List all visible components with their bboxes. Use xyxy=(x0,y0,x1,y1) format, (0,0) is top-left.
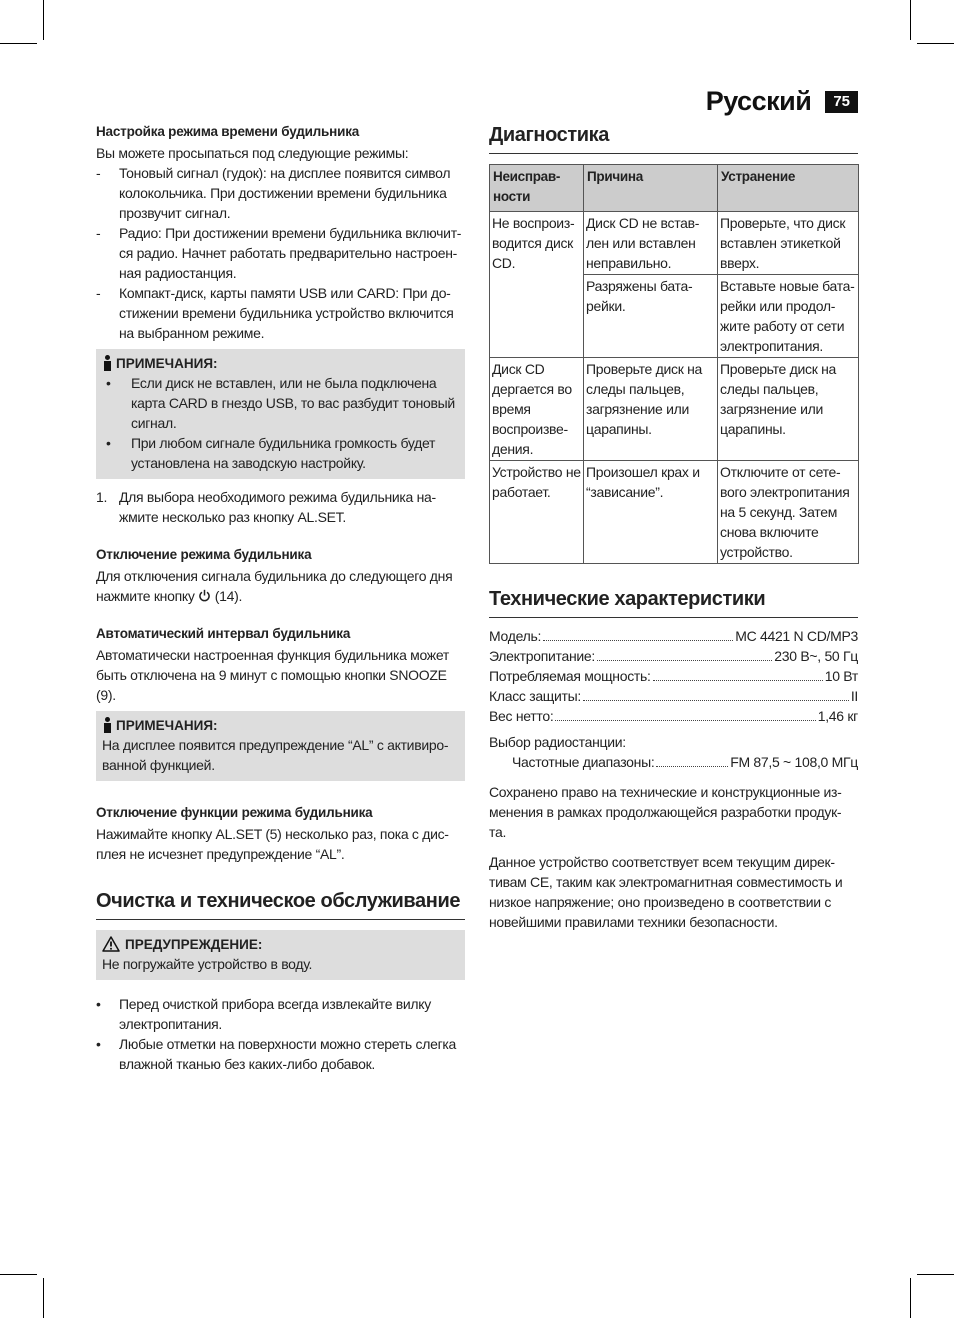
info-icon xyxy=(102,717,113,733)
warning-title: ПРЕДУПРЕЖДЕНИЕ: xyxy=(125,936,263,952)
left-column xyxy=(96,124,465,1074)
list-item: • Перед очисткой прибора всегда извлекайте вилку электропитания. xyxy=(96,996,431,1032)
table-cell: Отключите от сете-вого электропитания на 5 секунд. Затем снова включите устройство. xyxy=(718,461,859,564)
spec-row: Класс защиты: II xyxy=(489,688,858,704)
table-cell: Проверьте диск на следы пальцев, загрязнение или царапины. xyxy=(718,358,859,461)
power-icon xyxy=(198,589,211,602)
note-title: ПРИМЕЧАНИЯ: xyxy=(116,717,218,733)
list-item: - Радио: При достижении времени будильника включит-ся радио. Начнет работать предварительно настроен-ная радиостанция. xyxy=(96,225,462,281)
table-header-row xyxy=(490,165,859,212)
spec-row: Вес нетто: 1,46 кг xyxy=(489,708,858,724)
spec-row: Потребляемая мощность: 10 Вт xyxy=(489,668,858,684)
list-item: - Компакт-диск, карты памяти USB или CARD: При до-стижении времени будильника устройство включится на выбранном режиме. xyxy=(96,285,454,341)
table-cell: Проверьте, что диск вставлен этикеткой вверх. xyxy=(718,212,859,275)
list-item: • Если диск не вставлен, или не была подключена карта CARD в гнездо USB, то вас разбудит тоновый сигнал. xyxy=(106,375,455,431)
crop-mark xyxy=(910,1278,911,1318)
info-icon xyxy=(102,355,113,371)
crop-mark xyxy=(43,1278,44,1318)
spec-row: Электропитание: 230 В~, 50 Гц xyxy=(489,648,858,664)
note-box xyxy=(96,711,465,781)
paragraph: Нажимайте кнопку AL.SET (5) несколько раз, пока с дис-плея не исчезнет предупреждение “AL”. xyxy=(96,826,449,862)
spec-row: Частотные диапазоны: FM 87,5 ~ 108,0 МГц xyxy=(512,754,858,770)
section-heading: Очистка и техническое обслуживание xyxy=(96,890,465,920)
section-title: Отключение функции режима будильника xyxy=(96,805,373,820)
table-cell: Не воспроиз-водится диск CD. xyxy=(490,212,584,358)
note-title: ПРИМЕЧАНИЯ: xyxy=(116,355,218,371)
right-column xyxy=(489,124,858,932)
diagnostics-table xyxy=(489,164,859,564)
list-item: - Тоновый сигнал (гудок): на дисплее появится символ колокольчика. При достижении времени будильника прозвучит сигнал. xyxy=(96,165,451,221)
paragraph: Данное устройство соответствует всем текущим дирек-тивам CE, таким как электромагнитная совместимость и низкое напряжение; оно произведено в соответствии с новейшими правилами техники безопасности. xyxy=(489,854,843,930)
warning-icon xyxy=(102,936,120,952)
cleaning-list xyxy=(96,994,465,1074)
spec-row: Модель: MC 4421 N CD/MP3 xyxy=(489,628,858,644)
crop-mark xyxy=(917,1274,954,1275)
column-header: Неисправ-ности xyxy=(490,165,584,212)
language-title: Русский xyxy=(705,86,812,116)
step-item: 1. Для выбора необходимого режима будильника на-жмите несколько раз кнопку AL.SET. xyxy=(96,489,436,525)
table-cell: Диск CD дергается во время воспроизве-дения. xyxy=(490,358,584,461)
column-header: Причина xyxy=(584,165,718,212)
section-title: Отключение режима будильника xyxy=(96,547,312,562)
paragraph: Автоматически настроенная функция будильника может быть отключена на 9 минут с помощью кнопки SNOOZE (9). xyxy=(96,647,450,703)
page-header xyxy=(706,86,858,117)
warning-text: Не погружайте устройство в воду. xyxy=(102,956,313,972)
table-row xyxy=(490,358,859,461)
table-row xyxy=(490,461,859,564)
crop-mark xyxy=(917,43,954,44)
table-cell: Произошел крах и “зависание”. xyxy=(584,461,718,564)
page-number: 75 xyxy=(825,91,858,113)
section-title: Настройка режима времени будильника xyxy=(96,124,360,139)
note-box xyxy=(96,349,465,479)
list-item: • Любые отметки на поверхности можно стереть слегка влажной тканью без каких-либо добавок. xyxy=(96,1036,456,1072)
table-cell: Проверьте диск на следы пальцев, загрязнение или царапины. xyxy=(584,358,718,461)
paragraph: Для отключения сигнала будильника до следующего дня нажмите кнопку (14). xyxy=(96,568,453,604)
spec-label: Выбор радиостанции: xyxy=(489,734,626,750)
note-text: На дисплее появится предупреждение “AL” с активиро-ванной функцией. xyxy=(102,737,449,773)
crop-mark xyxy=(0,1274,37,1275)
table-cell: Диск CD не встав-лен или вставлен неправильно. xyxy=(584,212,718,275)
specs-list xyxy=(489,626,858,772)
paragraph: Сохранено право на технические и конструкционные из-менения в рамках продолжающейся разработки продук-та. xyxy=(489,784,842,840)
list-item: • При любом сигнале будильника громкость будет установлена на заводскую настройку. xyxy=(106,435,436,471)
section-title: Автоматический интервал будильника xyxy=(96,626,351,641)
mode-list xyxy=(96,163,465,343)
table-row xyxy=(490,212,859,275)
table-cell: Устройство не работает. xyxy=(490,461,584,564)
table-cell: Разряжены бата-рейки. xyxy=(584,275,718,358)
crop-mark xyxy=(0,43,37,44)
column-header: Устранение xyxy=(718,165,859,212)
crop-mark xyxy=(910,0,911,40)
warning-box xyxy=(96,930,465,980)
paragraph: Вы можете просыпаться под следующие режимы: xyxy=(96,145,409,161)
crop-mark xyxy=(43,0,44,40)
section-heading: Диагностика xyxy=(489,124,858,154)
section-heading: Технические характеристики xyxy=(489,588,858,618)
table-cell: Вставьте новые бата-рейки или продол-жите работу от сети электропитания. xyxy=(718,275,859,358)
